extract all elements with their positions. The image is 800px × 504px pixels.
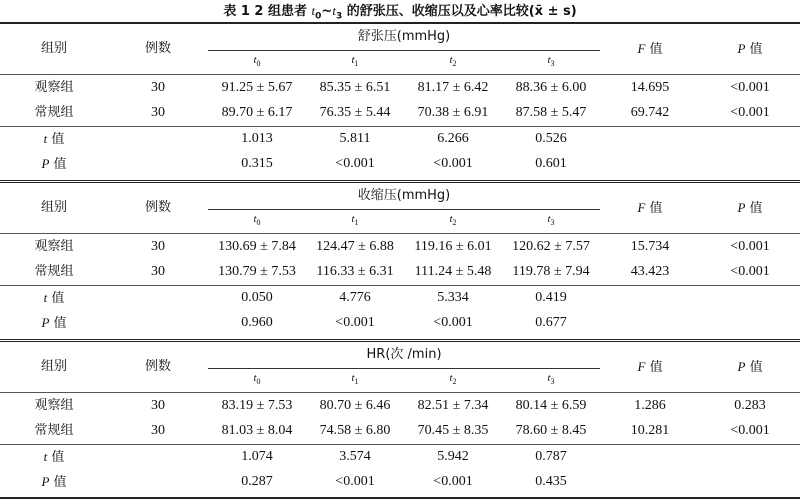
statistic-value: 0.677 xyxy=(535,315,567,330)
group-name: 常规组 xyxy=(34,264,74,280)
empty-cell xyxy=(700,444,800,469)
empty-cell xyxy=(600,285,700,310)
time-point-header: $t_2$ xyxy=(449,371,457,387)
empty-cell xyxy=(108,151,208,176)
empty-cell xyxy=(600,444,700,469)
time-point-header: $t_1$ xyxy=(351,212,359,228)
statistic-value: 5.942 xyxy=(404,444,502,469)
empty-cell xyxy=(108,310,208,335)
table-row xyxy=(0,418,800,444)
statistic-label: P 值 xyxy=(41,155,67,172)
empty-cell xyxy=(108,285,208,310)
time-point-header: $t_0$ xyxy=(253,212,261,228)
table-row xyxy=(0,259,800,285)
mean-sd-value: 81.17 ± 6.42 xyxy=(404,74,502,100)
measure-label: HR(次 /min) xyxy=(208,342,600,368)
mean-sd-value: 130.69 ± 7.84 xyxy=(208,233,306,259)
mean-sd-value: 74.58 ± 6.80 xyxy=(319,423,391,439)
mean-sd-value: 85.35 ± 6.51 xyxy=(306,74,404,100)
empty-cell xyxy=(108,444,208,469)
statistic-value: <0.001 xyxy=(335,474,375,489)
empty-cell xyxy=(700,310,800,335)
t-statistic-row xyxy=(0,285,800,310)
group-name: 常规组 xyxy=(34,423,74,439)
statistic-value: 1.013 xyxy=(208,126,306,151)
statistic-value: <0.001 xyxy=(433,315,473,330)
mean-sd-value: 88.36 ± 6.00 xyxy=(502,74,600,100)
mean-sd-value: 83.19 ± 7.53 xyxy=(208,392,306,418)
mean-sd-value: 120.62 ± 7.57 xyxy=(502,233,600,259)
case-count: 30 xyxy=(151,423,165,439)
group-header: 组别 xyxy=(40,200,67,216)
mean-sd-value: 89.70 ± 6.17 xyxy=(221,105,293,121)
statistic-value: 3.574 xyxy=(306,444,404,469)
empty-cell xyxy=(700,285,800,310)
time-point-header: $t_1$ xyxy=(351,53,359,69)
count-header: 例数 xyxy=(144,359,171,375)
empty-cell xyxy=(700,469,800,494)
mean-sd-value: 70.45 ± 8.35 xyxy=(417,423,489,439)
f-value-header: F 值 xyxy=(637,40,663,57)
empty-cell xyxy=(700,151,800,176)
empty-cell xyxy=(600,469,700,494)
data-section xyxy=(0,24,800,176)
empty-cell xyxy=(108,469,208,494)
table-bottom-rule xyxy=(0,497,800,499)
time-point-header: $t_3$ xyxy=(547,371,555,387)
time-point-header: $t_0$ xyxy=(253,371,261,387)
empty-cell xyxy=(600,310,700,335)
mean-sd-value: 80.70 ± 6.46 xyxy=(306,392,404,418)
f-value-header: F 值 xyxy=(637,199,663,216)
empty-cell xyxy=(700,126,800,151)
f-value: 1.286 xyxy=(600,392,700,418)
mean-sd-value: 116.33 ± 6.31 xyxy=(316,264,394,280)
group-name: 常规组 xyxy=(34,105,74,121)
statistic-value: 0.050 xyxy=(208,285,306,310)
measure-label: 收缩压(mmHg) xyxy=(208,183,600,209)
case-count: 30 xyxy=(151,264,165,280)
mean-sd-value: 76.35 ± 5.44 xyxy=(319,105,391,121)
statistic-label: P 值 xyxy=(41,473,67,490)
time-point-header: $t_2$ xyxy=(449,53,457,69)
p-statistic-row xyxy=(0,310,800,335)
statistic-value: 5.334 xyxy=(404,285,502,310)
mean-sd-value: 119.78 ± 7.94 xyxy=(512,264,590,280)
table-row xyxy=(0,74,800,100)
f-value: 43.423 xyxy=(630,264,670,280)
f-value: 10.281 xyxy=(630,423,670,439)
statistic-value: 6.266 xyxy=(404,126,502,151)
statistic-value: 0.287 xyxy=(241,474,273,489)
p-value-header: P 值 xyxy=(737,40,763,57)
f-value: 14.695 xyxy=(600,74,700,100)
statistic-value: 4.776 xyxy=(306,285,404,310)
mean-sd-value: 87.58 ± 5.47 xyxy=(515,105,587,121)
statistic-value: <0.001 xyxy=(335,156,375,171)
statistic-label: P 值 xyxy=(41,314,67,331)
case-count: 30 xyxy=(108,74,208,100)
measure-label: 舒张压(mmHg) xyxy=(208,24,600,50)
f-value: 69.742 xyxy=(630,105,670,121)
t-statistic-row xyxy=(0,444,800,469)
statistic-value: 0.601 xyxy=(535,156,567,171)
table-row xyxy=(0,100,800,126)
mean-sd-value: 119.16 ± 6.01 xyxy=(404,233,502,259)
group-header: 组别 xyxy=(40,359,67,375)
empty-cell xyxy=(108,126,208,151)
case-count: 30 xyxy=(108,233,208,259)
table-caption: 表 1 2 组患者 $t_0\sim t_3$ 的舒张压、收缩压以及心率比较(x̄ ± s) xyxy=(223,3,577,22)
statistic-label: t 值 xyxy=(0,444,108,469)
table-row xyxy=(0,392,800,418)
time-point-header: $t_0$ xyxy=(253,53,261,69)
p-value: <0.001 xyxy=(730,264,770,280)
statistic-label: t 值 xyxy=(0,285,108,310)
mean-sd-value: 124.47 ± 6.88 xyxy=(306,233,404,259)
p-value: <0.001 xyxy=(700,74,800,100)
mean-sd-value: 80.14 ± 6.59 xyxy=(502,392,600,418)
p-statistic-row xyxy=(0,469,800,494)
statistic-value: 0.435 xyxy=(535,474,567,489)
mean-sd-value: 78.60 ± 8.45 xyxy=(515,423,587,439)
time-point-header: $t_1$ xyxy=(351,371,359,387)
statistic-value: 0.787 xyxy=(502,444,600,469)
mean-sd-value: 70.38 ± 6.91 xyxy=(417,105,489,121)
statistic-value: 1.074 xyxy=(208,444,306,469)
case-count: 30 xyxy=(151,105,165,121)
statistic-label: t 值 xyxy=(0,126,108,151)
data-section xyxy=(0,342,800,494)
t-statistic-row xyxy=(0,126,800,151)
statistic-value: 0.960 xyxy=(241,315,273,330)
case-count: 30 xyxy=(108,392,208,418)
p-value-header: P 值 xyxy=(737,358,763,375)
data-section xyxy=(0,183,800,335)
table-row xyxy=(0,233,800,259)
statistic-value: <0.001 xyxy=(433,474,473,489)
statistic-value: 5.811 xyxy=(306,126,404,151)
group-name: 观察组 xyxy=(0,392,108,418)
mean-sd-value: 111.24 ± 5.48 xyxy=(414,264,492,280)
count-header: 例数 xyxy=(144,200,171,216)
p-value: <0.001 xyxy=(730,423,770,439)
group-header: 组别 xyxy=(40,41,67,57)
mean-sd-value: 81.03 ± 8.04 xyxy=(221,423,293,439)
f-value-header: F 值 xyxy=(637,358,663,375)
statistic-value: 0.419 xyxy=(502,285,600,310)
statistic-value: 0.315 xyxy=(241,156,273,171)
time-point-header: $t_3$ xyxy=(547,53,555,69)
p-value: <0.001 xyxy=(700,233,800,259)
statistic-value: <0.001 xyxy=(335,315,375,330)
empty-cell xyxy=(600,151,700,176)
empty-cell xyxy=(600,126,700,151)
group-name: 观察组 xyxy=(0,233,108,259)
statistic-value: <0.001 xyxy=(433,156,473,171)
time-point-header: $t_3$ xyxy=(547,212,555,228)
group-name: 观察组 xyxy=(0,74,108,100)
p-value-header: P 值 xyxy=(737,199,763,216)
p-value: <0.001 xyxy=(730,105,770,121)
mean-sd-value: 130.79 ± 7.53 xyxy=(218,264,296,280)
count-header: 例数 xyxy=(144,41,171,57)
statistic-value: 0.526 xyxy=(502,126,600,151)
time-point-header: $t_2$ xyxy=(449,212,457,228)
p-value: 0.283 xyxy=(700,392,800,418)
mean-sd-value: 82.51 ± 7.34 xyxy=(404,392,502,418)
mean-sd-value: 91.25 ± 5.67 xyxy=(208,74,306,100)
f-value: 15.734 xyxy=(600,233,700,259)
p-statistic-row xyxy=(0,151,800,176)
